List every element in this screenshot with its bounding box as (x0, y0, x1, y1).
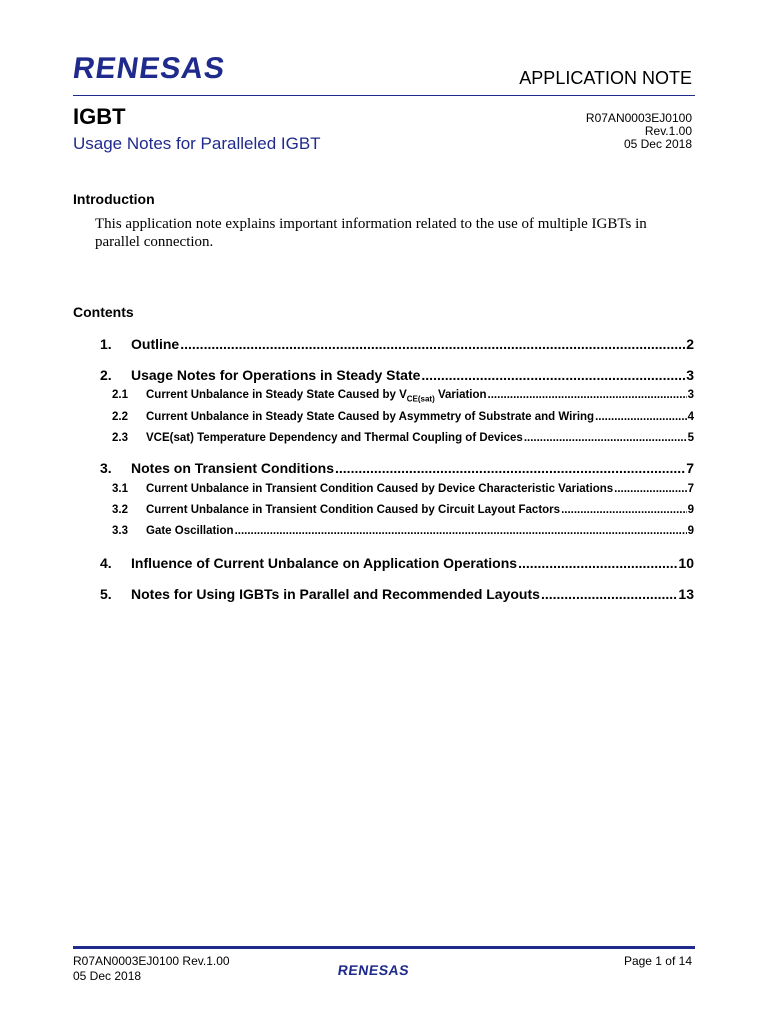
toc-title: VCE(sat) Temperature Dependency and Thermal Coupling of Devices (146, 432, 523, 444)
toc-page: 7 (687, 483, 694, 495)
toc-title-part: Current Unbalance in Steady State Caused by V (146, 389, 407, 401)
toc-item[interactable] (100, 460, 694, 476)
toc-subitem[interactable] (112, 504, 694, 516)
toc-title-part: Variation (434, 389, 487, 401)
toc-page: 3 (687, 389, 694, 401)
toc-page: 13 (678, 586, 694, 602)
intro-heading: Introduction (73, 191, 155, 207)
toc-leader (421, 367, 685, 383)
intro-text: This application note explains important information related to the use of multiple IGBTs in parallel connection. (95, 216, 647, 250)
footer-date: 05 Dec 2018 (73, 969, 142, 983)
toc-leader (614, 483, 686, 495)
toc-number: 2.2 (112, 411, 128, 423)
toc-page: 9 (687, 504, 694, 516)
toc-leader (180, 336, 685, 352)
toc-subitem[interactable] (112, 525, 694, 537)
toc-page: 2 (686, 336, 694, 352)
footer-page-number: Page 1 of 14 (623, 954, 692, 968)
footer-renesas-logo: RENESAS (336, 962, 411, 978)
document-date: 05 Dec 2018 (623, 137, 692, 151)
contents-heading: Contents (73, 304, 134, 320)
toc-leader (541, 586, 677, 602)
footer-document-reference: R07AN0003EJ0100 Rev.1.00 (73, 954, 230, 968)
toc-leader (235, 525, 687, 537)
toc-item[interactable] (100, 555, 694, 571)
toc-page: 7 (686, 460, 694, 476)
toc-leader (518, 555, 677, 571)
header-rule (73, 95, 695, 96)
toc-leader (335, 460, 685, 476)
document-subtitle: Usage Notes for Paralleled IGBT (73, 134, 321, 153)
toc-item[interactable] (100, 367, 694, 383)
toc-leader (488, 389, 687, 401)
toc-number: 4. (100, 555, 112, 571)
toc-leader (524, 432, 687, 444)
toc-number: 5. (100, 586, 112, 602)
toc-title: Gate Oscillation (146, 525, 234, 537)
toc-title (146, 389, 487, 403)
toc-number: 2.1 (112, 389, 128, 401)
toc-subitem[interactable] (112, 389, 694, 403)
toc-subitem[interactable] (112, 432, 694, 444)
toc-title: Current Unbalance in Steady State Caused by Asymmetry of Substrate and Wiring (146, 411, 595, 423)
toc-number: 3.1 (112, 483, 128, 495)
toc-number: 2. (100, 367, 112, 383)
toc-title: Current Unbalance in Transient Condition Caused by Device Characteristic Variations (146, 483, 614, 495)
toc-page: 4 (687, 411, 694, 423)
toc-leader (595, 411, 687, 423)
toc-title: Outline (131, 336, 180, 352)
toc-page: 9 (687, 525, 694, 537)
toc-number: 1. (100, 336, 112, 352)
toc-number: 3.2 (112, 504, 128, 516)
document-revision: Rev.1.00 (644, 124, 692, 138)
toc-item[interactable] (100, 586, 694, 602)
toc-title: Usage Notes for Operations in Steady State (131, 367, 421, 383)
toc-number: 3.3 (112, 525, 128, 537)
toc-title-subscript: CE(sat) (406, 394, 435, 404)
toc-title: Current Unbalance in Transient Condition Caused by Circuit Layout Factors (146, 504, 561, 516)
document-number: R07AN0003EJ0100 (585, 111, 692, 125)
toc-number: 2.3 (112, 432, 128, 444)
toc-page: 10 (678, 555, 694, 571)
toc-page: 3 (686, 367, 694, 383)
toc-subitem[interactable] (112, 411, 694, 423)
toc-page: 5 (687, 432, 694, 444)
footer-rule (73, 946, 695, 949)
document-title: IGBT (73, 104, 126, 129)
toc-title: Notes for Using IGBTs in Parallel and Recommended Layouts (131, 586, 540, 602)
toc-title: Notes on Transient Conditions (131, 460, 335, 476)
table-of-contents (100, 330, 694, 610)
renesas-logo: RENESAS (70, 52, 228, 85)
toc-leader (561, 504, 687, 516)
toc-title: Influence of Current Unbalance on Application Operations (131, 555, 518, 571)
toc-number: 3. (100, 460, 112, 476)
document-type: APPLICATION NOTE (519, 68, 692, 88)
toc-item[interactable] (100, 336, 694, 352)
toc-subitem[interactable] (112, 483, 694, 495)
